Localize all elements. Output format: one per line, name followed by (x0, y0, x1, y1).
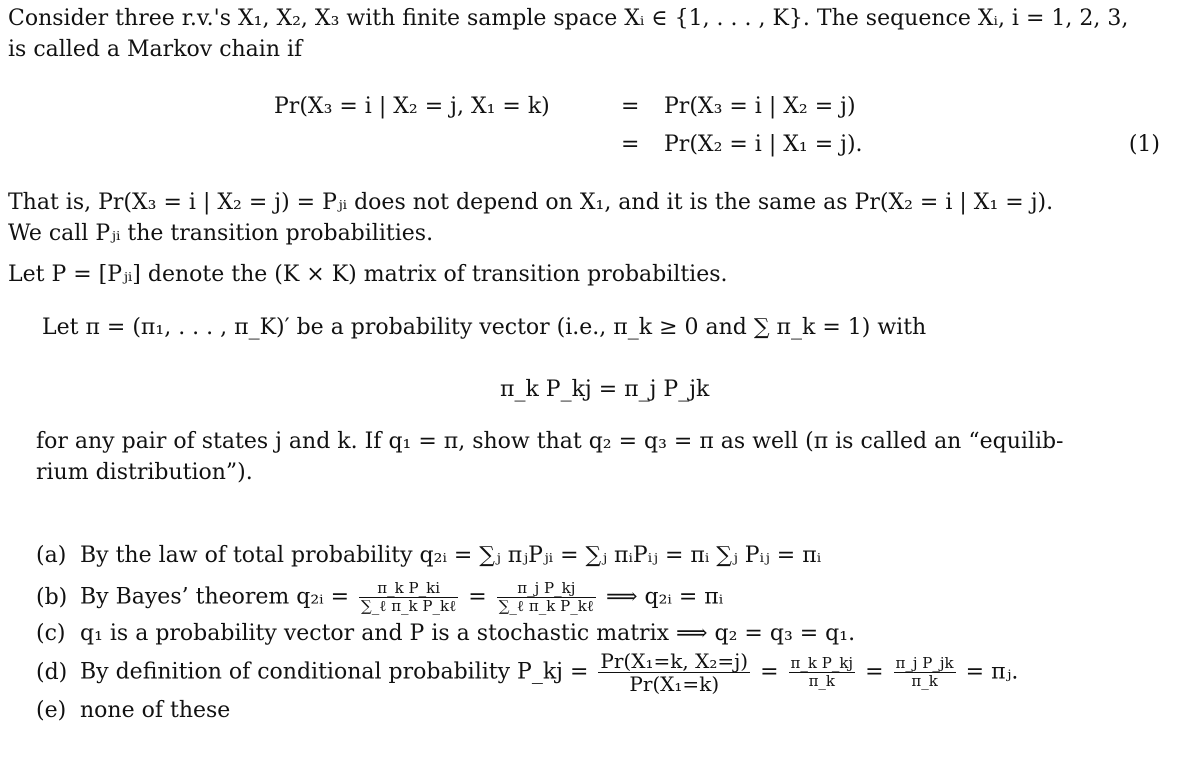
choice-b-label: (b) (36, 584, 68, 610)
choice-d[interactable]: (d) By definition of conditional probability P_kj = $\frac{\text{Pr(X₁=k, X₂=j)}}{\text{Pr(X₁=k)}}$ = $\frac{\text{π\_k P\_kj}}{\pi\_k}$ = $\frac{\text{π\_j P\_jk}}{\pi\_k}$ = πⱼ. (36, 649, 1019, 696)
choice-b-mid: = (468, 584, 487, 610)
choice-a[interactable] (36, 540, 821, 571)
intro-line-2: is called a Markov chain if (8, 37, 303, 62)
choice-c-label: (c) (36, 621, 66, 646)
equation-1-lhs: Pr(X₃ = i | X₂ = j, X₁ = k) (274, 94, 550, 119)
choice-b-fraction-1: $\frac{\text{π\_k P\_ki}}{\text{∑\_ℓ π\_k P\_kℓ}}$ (361, 579, 457, 615)
choice-c[interactable] (36, 618, 855, 649)
equation-1-equals-1: = (621, 94, 640, 119)
equation-1-equals-2: = (621, 132, 640, 157)
choice-a-label: (a) (36, 543, 67, 568)
choice-e-text: none of these (80, 698, 231, 723)
para4: Let π = (π₁, . . . , π_K)′ be a probability vector (i.e., π_k ≥ 0 and ∑ π_k = 1) with (42, 315, 927, 340)
choice-d-text-after: = πⱼ. (965, 659, 1019, 685)
choice-b-text-before: By Bayes’ theorem q₂ᵢ = (80, 584, 350, 610)
choice-b-fraction-2: $\frac{\text{π\_j P\_kj}}{\text{∑\_ℓ π\_k P\_kℓ}}$ (498, 579, 594, 615)
equation-2: π_k P_kj = π_j P_jk (500, 377, 710, 402)
choice-d-fraction-2: $\frac{\text{π\_k P\_kj}}{\pi\_k}$ (790, 654, 854, 690)
choice-e[interactable] (36, 695, 230, 726)
choice-a-text: By the law of total probability q₂ᵢ = ∑ⱼ πⱼPⱼᵢ = ∑ⱼ πᵢPᵢⱼ = πᵢ ∑ⱼ Pᵢⱼ = πᵢ (80, 543, 822, 568)
choice-d-fraction-1: $\frac{\text{Pr(X₁=k, X₂=j)}}{\text{Pr(X₁=k)}}$ (600, 649, 749, 696)
choice-d-label: (d) (36, 659, 68, 685)
choice-b-text-after: ⟹ q₂ᵢ = πᵢ (605, 584, 724, 610)
para2-line-2: We call Pⱼᵢ the transition probabilities. (8, 221, 434, 246)
equation-1-rhs-1: Pr(X₃ = i | X₂ = j) (664, 94, 856, 119)
choice-c-text: q₁ is a probability vector and P is a stochastic matrix ⟹ q₂ = q₃ = q₁. (80, 621, 856, 646)
equation-number: (1) (1128, 132, 1160, 157)
equation-1-rhs-2: Pr(X₂ = i | X₁ = j). (664, 132, 863, 157)
choice-d-text-before: By definition of conditional probability P_kj = (80, 659, 589, 685)
para3: Let P = [Pⱼᵢ] denote the (K × K) matrix of transition probabilties. (8, 262, 728, 287)
para5-line-1: for any pair of states j and k. If q₁ = π, show that q₂ = q₃ = π as well (π is called an “equilib- (36, 429, 1064, 454)
intro-line-1: Consider three r.v.'s X₁, X₂, X₃ with finite sample space Xᵢ ∈ {1, . . . , K}. The sequence Xᵢ, i = 1, 2, 3, (8, 6, 1129, 31)
choice-e-label: (e) (36, 698, 67, 723)
para5-line-2: rium distribution”). (36, 460, 253, 485)
choice-d-fraction-3: $\frac{\text{π\_j P\_jk}}{\pi\_k}$ (895, 654, 954, 690)
choice-b[interactable] (36, 580, 723, 615)
para2-line-1: That is, Pr(X₃ = i | X₂ = j) = Pⱼᵢ does not depend on X₁, and it is the same as Pr(X₂ = i | X₁ = j). (8, 190, 1054, 215)
